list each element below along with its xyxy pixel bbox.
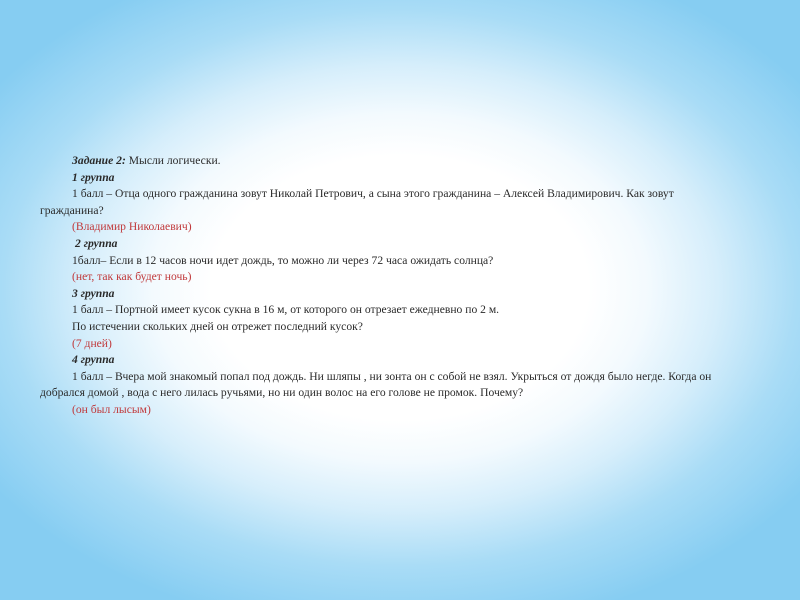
group-4-heading: 4 группа <box>72 353 115 367</box>
group-1-heading: 1 группа <box>72 170 115 184</box>
group-3-answer: (7 дней) <box>72 336 112 350</box>
group-2-heading: 2 группа <box>75 236 118 250</box>
group-3-question-continued: По истечении скольких дней он отрежет последний кусок? <box>72 319 363 333</box>
group-4-question: 1 балл – Вчера мой знакомый попал под дождь. Ни шляпы , ни зонта он с собой не взял. Укрыться от дождя было негде. Когда он добрался домой , вода с него лилась ручьями, но ни один волос на его голове не промок. Почему? <box>40 369 712 400</box>
group-2-question: 1балл– Если в 12 часов ночи идет дождь, то можно ли через 72 часа ожидать солнца? <box>72 253 494 267</box>
task-content <box>40 153 730 419</box>
group-4-answer: (он был лысым) <box>72 402 151 416</box>
group-1-answer: (Владимир Николаевич) <box>72 220 192 234</box>
group-2-answer: (нет, так как будет ночь) <box>72 270 192 284</box>
task-heading <box>40 153 730 170</box>
task-label: Задание 2: <box>72 154 126 167</box>
group-3-question: 1 балл – Портной имеет кусок сукна в 16 м, от которого он отрезает ежедневно по 2 м. <box>72 303 500 317</box>
group-3-heading: 3 группа <box>72 286 115 300</box>
group-1-question: 1 балл – Отца одного гражданина зовут Николай Петрович, а сына этого гражданина – Алексей Владимирович. Как зовут гражданина? <box>40 187 674 217</box>
task-title: Мысли логически. <box>125 154 221 167</box>
